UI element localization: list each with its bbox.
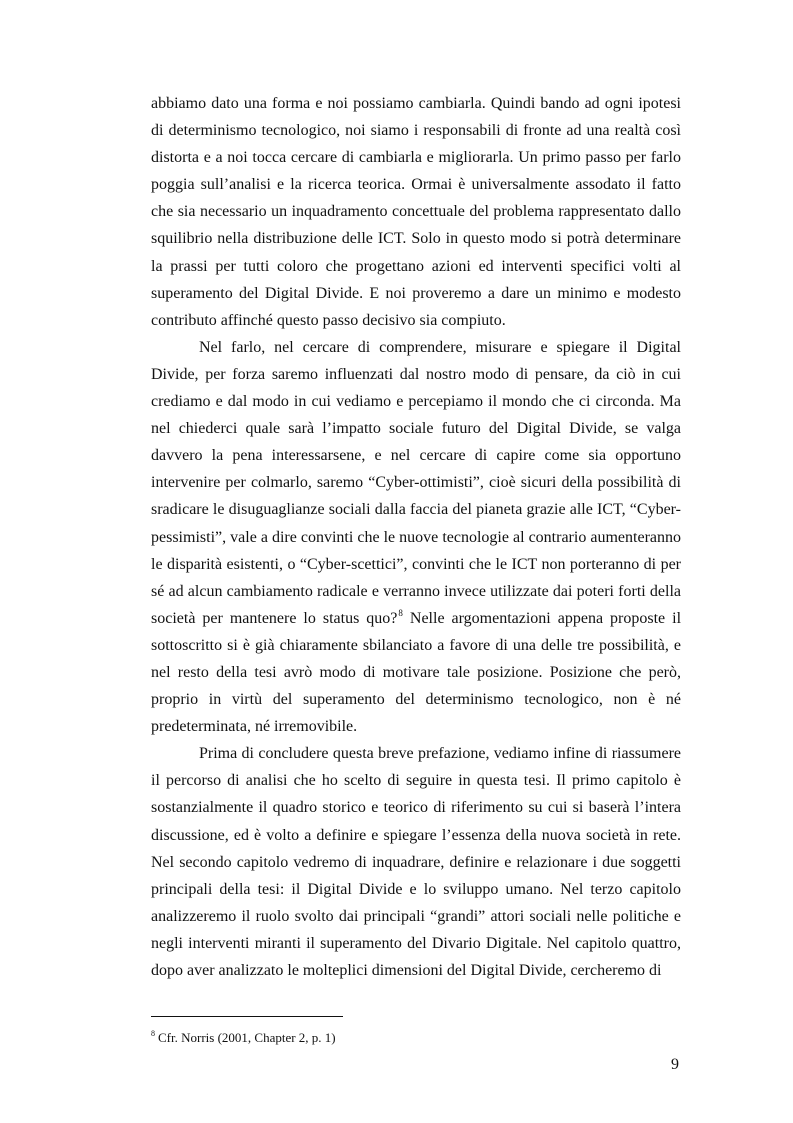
footnote-text: Cfr. Norris (2001, Chapter 2, p. 1) — [158, 1030, 336, 1045]
footnote — [151, 1030, 336, 1046]
footnote-number: 8 — [151, 1029, 155, 1038]
paragraph-3: Prima di concludere questa breve prefazione, vediamo infine di riassumere il percorso di analisi che ho scelto di seguire in questa tesi. Il primo capitolo è sostanzialmente il quadro storico e teorico di riferimento su cui si baserà l’intera discussione, ed è volto a definire e spiegare l’essenza della nuova società in rete. Nel secondo capitolo vedremo di inquadrare, definire e relazionare i due soggetti principali della tesi: il Digital Divide e lo sviluppo umano. Nel terzo capitolo analizzeremo il ruolo svolto dai principali “grandi” attori sociali nelle politiche e negli interventi miranti il superamento del Divario Digitale. Nel capitolo quattro, dopo aver analizzato le molteplici dimensioni del Digital Divide, cercheremo di — [151, 745, 681, 979]
paragraph-1: abbiamo dato una forma e noi possiamo cambiarla. Quindi bando ad ogni ipotesi di determinismo tecnologico, noi siamo i responsabili di fronte ad una realtà così distorta e a noi tocca cercare di cambiarla e migliorarla. Un primo passo per farlo poggia sull’analisi e la ricerca teorica. Ormai è universalmente assodato il fatto che sia necessario un inquadramento concettuale del problema rappresentato dallo squilibrio nella distribuzione delle ICT. Solo in questo modo si potrà determinare la prassi per tutti coloro che progettano azioni ed interventi specifici volti al superamento del Digital Divide. E noi proveremo a dare un minimo e modesto contributo affinché questo passo decisivo sia compiuto. — [151, 95, 681, 329]
paragraph-2-text-a: Nel farlo, nel cercare di comprendere, misurare e spiegare il Digital Divide, per forza saremo influenzati dal nostro modo di pensare, da ciò in cui crediamo e dal modo in cui vediamo e percepiamo il mondo che ci circonda. Ma nel chiederci quale sarà l’impatto sociale futuro del Digital Divide, se valga davvero la pena interessarsene, e nel cercare di capire come sia opportuno intervenire per colmarlo, saremo “Cyber-ottimisti”, cioè sicuri della possibilità di sradicare le disuguaglianze sociali dalla faccia del pianeta grazie alle ICT, “Cyber-pessimisti”, vale a dire convinti che le nuove tecnologie al contrario aumenteranno le disparità esistenti, o “Cyber-scettici”, convinti che le ICT non porteranno di per sé ad alcun cambiamento radicale e verranno invece utilizzate dai poteri forti della società per mantenere lo status quo? — [151, 338, 681, 627]
page-number: 9 — [671, 1056, 679, 1073]
paragraph-2 — [151, 334, 681, 740]
footnote-reference: 8 — [398, 607, 403, 618]
paragraph-2-text-b: Nelle argomentazioni appena proposte il sottoscritto si è già chiaramente sbilanciato a favore di una delle tre possibilità, e nel resto della tesi avrò modo di motivare tale posizione. Posizione che però, proprio in virtù del superamento del determinismo tecnologico, non è né predeterminata, né irremovibile. — [151, 609, 682, 736]
main-text — [151, 90, 681, 984]
footnote-separator — [151, 1016, 343, 1017]
